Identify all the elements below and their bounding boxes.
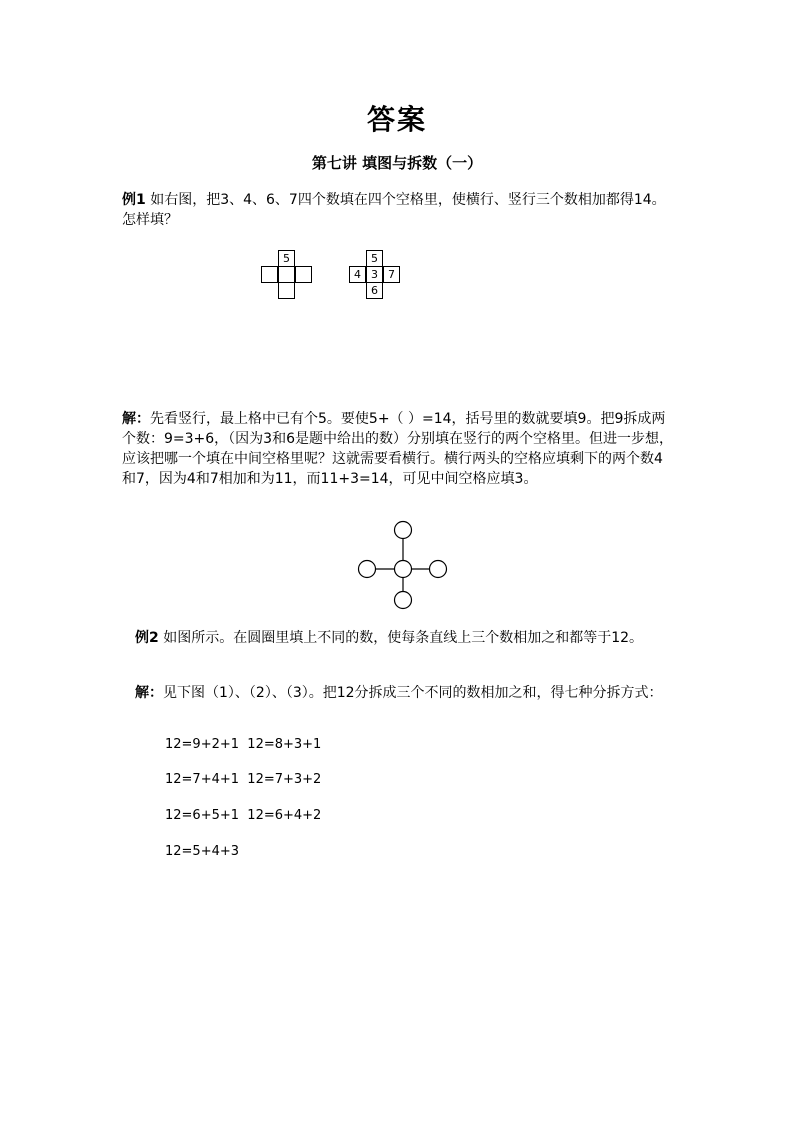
lecture-title: 第七讲 填图与拆数（一） bbox=[311, 154, 483, 172]
grid-cell-left: 4 bbox=[349, 266, 366, 283]
circle-right bbox=[430, 561, 447, 578]
grid-cell-center bbox=[278, 266, 295, 283]
grid-cell-right bbox=[295, 266, 312, 283]
solution2-paragraph bbox=[135, 683, 670, 703]
solution1-paragraph bbox=[122, 409, 674, 489]
example2-paragraph bbox=[135, 628, 670, 648]
circle-top bbox=[395, 522, 412, 539]
grid-cell-bottom: 6 bbox=[366, 282, 383, 299]
page-title: 答案 bbox=[366, 103, 427, 136]
solution1-text: 先看竖行，最上格中已有个5。要使5+（ ）=14，括号里的数就要填9。把9拆成两个数：9=3+6，（因为3和6是题中给出的数）分别填在竖行的两个空格里。但进一步想，应该把哪一个填在中间空格里呢？这就需要看横行。横行两头的空格应填剩下的两个数4和7，因为4和7相加和为11，而11+3=14，可见中间空格应填3。 bbox=[122, 411, 673, 487]
equation-line: 12=5+4+3 bbox=[165, 844, 240, 859]
equation-line: 12=7+4+1 12=7+3+2 bbox=[165, 772, 322, 787]
cross-grid-filled bbox=[349, 250, 409, 304]
solution2-label: 解： bbox=[135, 685, 163, 701]
example1-text: 如右图，把3、4、6、7四个数填在四个空格里，使横行、竖行三个数相加都得14。怎样填？ bbox=[122, 192, 666, 228]
equation-line: 12=6+5+1 12=6+4+2 bbox=[165, 808, 322, 823]
grid-cell-bottom bbox=[278, 282, 295, 299]
circle-left bbox=[359, 561, 376, 578]
cross-grid-blank bbox=[261, 250, 321, 304]
example1-paragraph bbox=[122, 190, 674, 230]
solution2-text: 见下图（1）、（2）、（3）。把12分拆成三个不同的数相加之和，得七种分拆方式： bbox=[163, 685, 663, 701]
grid-cell-top: 5 bbox=[278, 250, 295, 267]
grid-cell-top: 5 bbox=[366, 250, 383, 267]
grid-cell-center: 3 bbox=[366, 266, 383, 283]
grid-cell-left bbox=[261, 266, 278, 283]
example2-text: 如图所示。在圆圈里填上不同的数，使每条直线上三个数相加之和都等于12。 bbox=[158, 630, 644, 646]
circle-bottom bbox=[395, 592, 412, 609]
equation-line: 12=9+2+1 12=8+3+1 bbox=[165, 737, 322, 752]
grid-cell-right: 7 bbox=[383, 266, 400, 283]
example2-label: 例2 bbox=[135, 630, 159, 646]
circle-center bbox=[395, 561, 412, 578]
circle-cross-diagram bbox=[355, 520, 451, 612]
solution1-label: 解： bbox=[122, 411, 150, 427]
example1-label: 例1 bbox=[122, 192, 146, 208]
